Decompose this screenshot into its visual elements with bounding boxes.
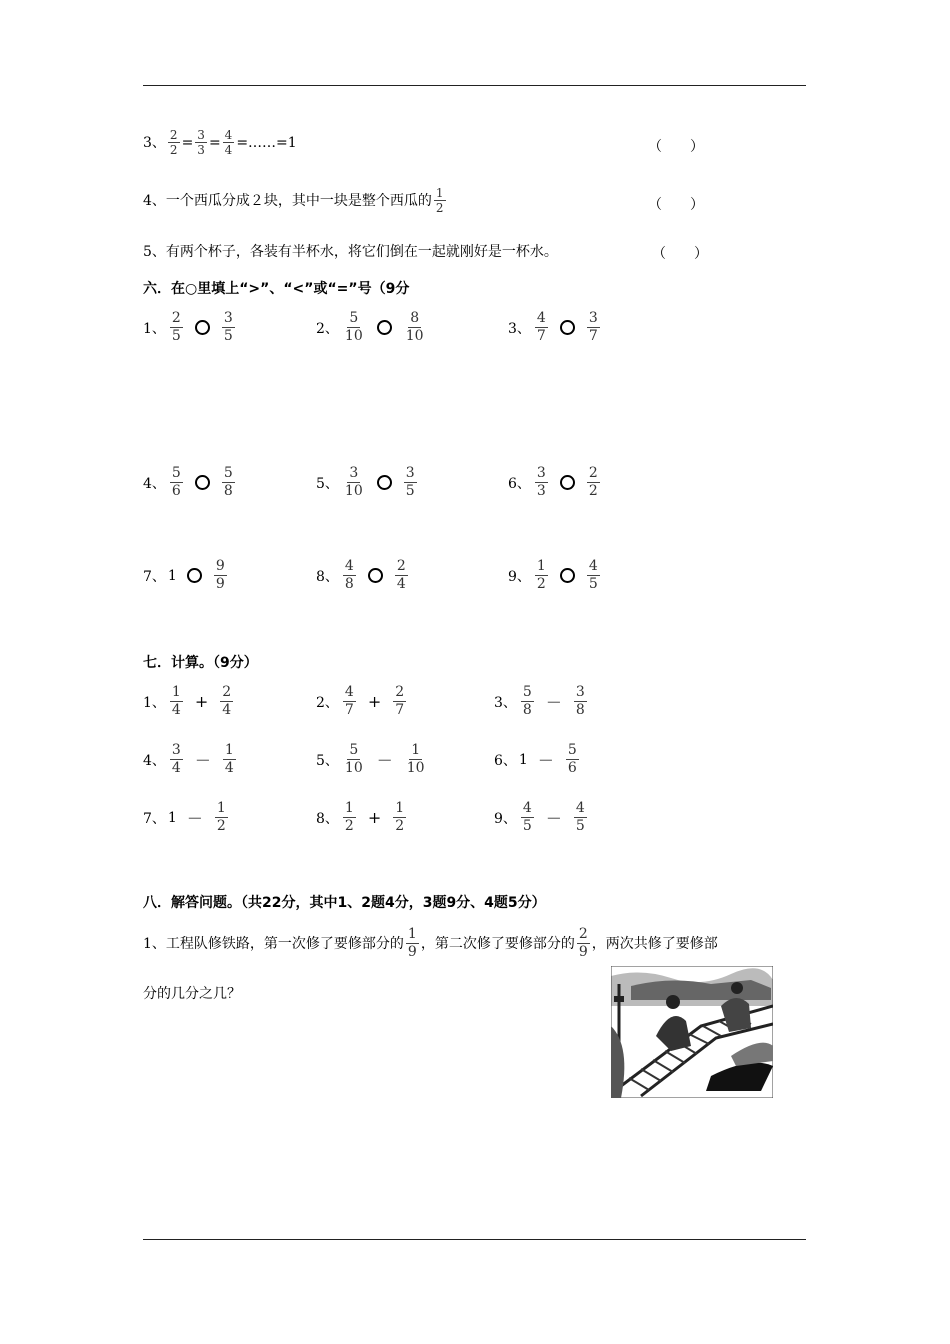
comparison-circle[interactable] [560, 568, 575, 583]
sec6-item-7 [143, 558, 229, 593]
fraction: $\frac{5}{10}$ [344, 310, 363, 344]
item-number: 4、 [143, 475, 166, 492]
item-number: 2、 [316, 694, 339, 711]
answer-parens-q5[interactable]: （ ） [652, 246, 708, 262]
fraction: $\frac{3}{8}$ [575, 684, 585, 718]
comparison-circle[interactable] [377, 475, 392, 490]
item-number: 5、 [316, 475, 339, 492]
item-number: 9、 [494, 810, 517, 827]
fraction: $\frac{2}{4}$ [222, 684, 232, 718]
item-number: 1、 [143, 320, 166, 337]
sec7-item-1 [143, 684, 235, 719]
item-number: 1、 [143, 694, 166, 711]
operator: + [367, 692, 382, 711]
operator: + [367, 808, 382, 827]
sec6-item-9 [508, 558, 602, 593]
fraction: $\frac{1}{4}$ [224, 742, 234, 776]
fraction: $\frac{2}{4}$ [396, 558, 406, 592]
fraction: $\frac{3}{3}$ [536, 465, 546, 499]
problem-1 [143, 926, 718, 961]
problem-1-text-d: 分的几分之几？ [143, 986, 241, 1002]
fraction: $\frac{4}{8}$ [344, 558, 354, 592]
sec7-item-9 [494, 800, 589, 835]
fraction: $\frac{2}{2}$ [588, 465, 598, 499]
item-number: 9、 [508, 568, 531, 585]
whole-number: 1 [167, 567, 177, 584]
operator: － [545, 809, 562, 828]
fraction: $\frac{4}{5}$ [588, 558, 598, 592]
sec7-item-6 [494, 742, 581, 777]
operator: － [537, 751, 554, 770]
equals-sign: = [181, 134, 194, 151]
fraction: $\frac{1}{2}$ [344, 800, 354, 834]
question-3 [143, 128, 297, 157]
fraction: $\frac{3}{5}$ [405, 465, 415, 499]
sec6-item-1 [143, 310, 237, 345]
sec6-item-8 [316, 558, 410, 593]
fraction: $\frac{3}{4}$ [171, 742, 181, 776]
sec7-item-2 [316, 684, 408, 719]
fraction: $\frac{1}{2}$ [216, 800, 226, 834]
fraction: $\frac{4}{4}$ [224, 128, 233, 157]
fraction: $\frac{8}{10}$ [405, 310, 424, 344]
section-8-title: 八．解答问题。（共22分，其中1、2题4分，3题9分、4题5分） [143, 895, 546, 911]
sec7-item-7 [143, 800, 230, 835]
bottom-rule [143, 1239, 806, 1240]
item-number: 6、 [508, 475, 531, 492]
operator: + [194, 692, 209, 711]
sec7-item-5 [316, 742, 429, 777]
fraction: $\frac{2}{7}$ [395, 684, 405, 718]
item-number: 5、 [316, 752, 339, 769]
operator: － [376, 751, 393, 770]
whole-number: 1 [518, 751, 528, 768]
item-number: 3、 [494, 694, 517, 711]
sec7-item-8 [316, 800, 408, 835]
fraction: $\frac{1}{9}$ [407, 926, 417, 960]
fraction: $\frac{4}{7}$ [344, 684, 354, 718]
item-number: 8、 [316, 568, 339, 585]
sec6-item-4 [143, 465, 237, 500]
item-number: 7、 [143, 568, 166, 585]
fraction: $\frac{2}{5}$ [171, 310, 181, 344]
problem-1-text-b: ，第二次修了要修部分的 [420, 935, 575, 952]
comparison-circle[interactable] [195, 475, 210, 490]
fraction: $\frac{1}{4}$ [171, 684, 181, 718]
fraction: $\frac{5}{10}$ [344, 742, 363, 776]
problem-1-text-a: 1、工程队修铁路，第一次修了要修部分的 [143, 935, 404, 952]
sec6-item-2 [316, 310, 428, 345]
comparison-circle[interactable] [560, 320, 575, 335]
sec6-item-3 [508, 310, 602, 345]
fraction: $\frac{1}{2}$ [536, 558, 546, 592]
comparison-circle[interactable] [195, 320, 210, 335]
problem-1-text-c: ，两次共修了要修部 [591, 935, 718, 952]
fraction: $\frac{5}{6}$ [171, 465, 181, 499]
q3-label: 3、 [143, 134, 166, 151]
fraction: $\frac{3}{5}$ [223, 310, 233, 344]
fraction: $\frac{1}{10}$ [406, 742, 425, 776]
answer-parens-q4[interactable]: （ ） [648, 197, 704, 213]
fraction: $\frac{5}{8}$ [522, 684, 532, 718]
item-number: 6、 [494, 752, 517, 769]
fraction: $\frac{9}{9}$ [215, 558, 225, 592]
fraction: $\frac{2}{9}$ [578, 926, 588, 960]
fraction: $\frac{4}{7}$ [536, 310, 546, 344]
question-5: 5、有两个杯子，各装有半杯水，将它们倒在一起就刚好是一杯水。 [143, 244, 558, 260]
fraction: $\frac{2}{2}$ [169, 128, 178, 157]
fraction: $\frac{3}{10}$ [344, 465, 363, 499]
sec7-item-3 [494, 684, 589, 719]
item-number: 2、 [316, 320, 339, 337]
comparison-circle[interactable] [560, 475, 575, 490]
item-number: 7、 [143, 810, 166, 827]
section-7-title: 七．计算。（9分） [143, 655, 258, 671]
q4-text: 4、一个西瓜分成２块，其中一块是整个西瓜的 [143, 192, 432, 209]
fraction: $\frac{5}{6}$ [567, 742, 577, 776]
item-number: 3、 [508, 320, 531, 337]
fraction: $\frac{4}{5}$ [575, 800, 585, 834]
sec6-item-5 [316, 465, 419, 500]
comparison-circle[interactable] [368, 568, 383, 583]
operator: － [194, 751, 211, 770]
comparison-circle[interactable] [377, 320, 392, 335]
fraction: $\frac{5}{8}$ [223, 465, 233, 499]
operator: － [186, 809, 203, 828]
operator: － [545, 693, 562, 712]
fraction: $\frac{3}{7}$ [588, 310, 598, 344]
q3-tail: =……=1 [236, 134, 297, 151]
comparison-circle[interactable] [187, 568, 202, 583]
item-number: 4、 [143, 752, 166, 769]
top-rule [143, 85, 806, 86]
item-number: 8、 [316, 810, 339, 827]
answer-parens-q3[interactable]: （ ） [648, 139, 704, 155]
question-4 [143, 186, 448, 215]
railway-workers-illustration [611, 966, 773, 1098]
section-6-title: 六．在○里填上“>”、“<”或“=”号（9分 [143, 281, 410, 297]
sec6-item-6 [508, 465, 602, 500]
fraction: $\frac{1}{2}$ [435, 186, 444, 215]
equals-sign: = [208, 134, 221, 151]
whole-number: 1 [167, 809, 177, 826]
fraction: $\frac{3}{3}$ [197, 128, 205, 157]
fraction: $\frac{1}{2}$ [395, 800, 405, 834]
sec7-item-4 [143, 742, 238, 777]
fraction: $\frac{4}{5}$ [522, 800, 532, 834]
